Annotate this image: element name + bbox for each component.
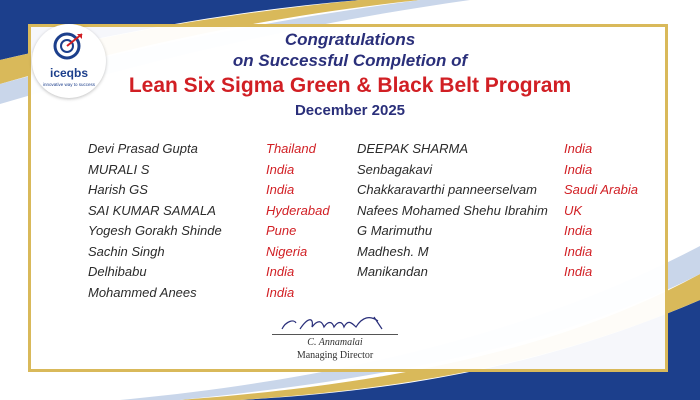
congratulations-heading: Congratulations xyxy=(284,30,416,49)
participant-name: Manikandan xyxy=(357,264,428,279)
participant-name: Nafees Mohamed Shehu Ibrahim xyxy=(357,202,548,218)
participant-name: Yogesh Gorakh Shinde xyxy=(88,223,222,238)
participant-country: UK xyxy=(564,202,583,218)
participant-country: India xyxy=(564,223,593,238)
participant-name: Delhibabu xyxy=(88,264,147,279)
participant-name: G Marimuthu xyxy=(357,223,433,238)
participant-country: India xyxy=(564,243,593,259)
signatory-role: Managing Director xyxy=(296,350,374,361)
signatory-name: C. Annamalai xyxy=(307,337,363,348)
handwritten-signature xyxy=(278,313,398,335)
participant-name: Devi Prasad Gupta xyxy=(88,141,198,156)
participant-country: India xyxy=(266,182,295,197)
signature-line xyxy=(272,334,398,335)
participant-name: Chakkaravarthi panneerselvam xyxy=(357,182,537,197)
logo-tagline: innovative way to success xyxy=(42,82,96,87)
logo-wordmark: iceqbs xyxy=(49,66,88,80)
participant-name: Harish GS xyxy=(88,182,148,197)
participant-name: Sachin Singh xyxy=(88,243,165,259)
participant-name: Madhesh. M xyxy=(357,243,429,259)
participant-country: India xyxy=(564,141,593,156)
participant-country: Pune xyxy=(266,223,297,238)
participant-name: MURALI S xyxy=(88,161,150,177)
participant-country: India xyxy=(564,161,593,177)
participant-name: DEEPAK SHARMA xyxy=(357,141,469,156)
participant-name: Mohammed Anees xyxy=(88,284,197,300)
participant-names-left xyxy=(88,139,222,303)
participant-country: India xyxy=(266,161,295,177)
participant-names-right xyxy=(357,139,548,283)
participant-country: India xyxy=(266,264,295,279)
completion-subheading: on Successful Completion of xyxy=(232,51,468,70)
participant-countries-right xyxy=(564,139,638,283)
participant-country: Nigeria xyxy=(266,243,308,259)
program-date: December 2025 xyxy=(294,102,406,119)
participant-country: Hyderabad xyxy=(266,202,330,218)
participant-name: Senbagakavi xyxy=(357,161,433,177)
participant-country: Thailand xyxy=(266,141,316,156)
participant-countries-left xyxy=(266,139,330,303)
program-title: Lean Six Sigma Green & Black Belt Program xyxy=(128,74,572,97)
participant-name: SAI KUMAR SAMALA xyxy=(88,202,216,218)
participant-country: India xyxy=(564,264,593,279)
participant-country: India xyxy=(266,284,295,300)
participant-country: Saudi Arabia xyxy=(564,182,638,197)
